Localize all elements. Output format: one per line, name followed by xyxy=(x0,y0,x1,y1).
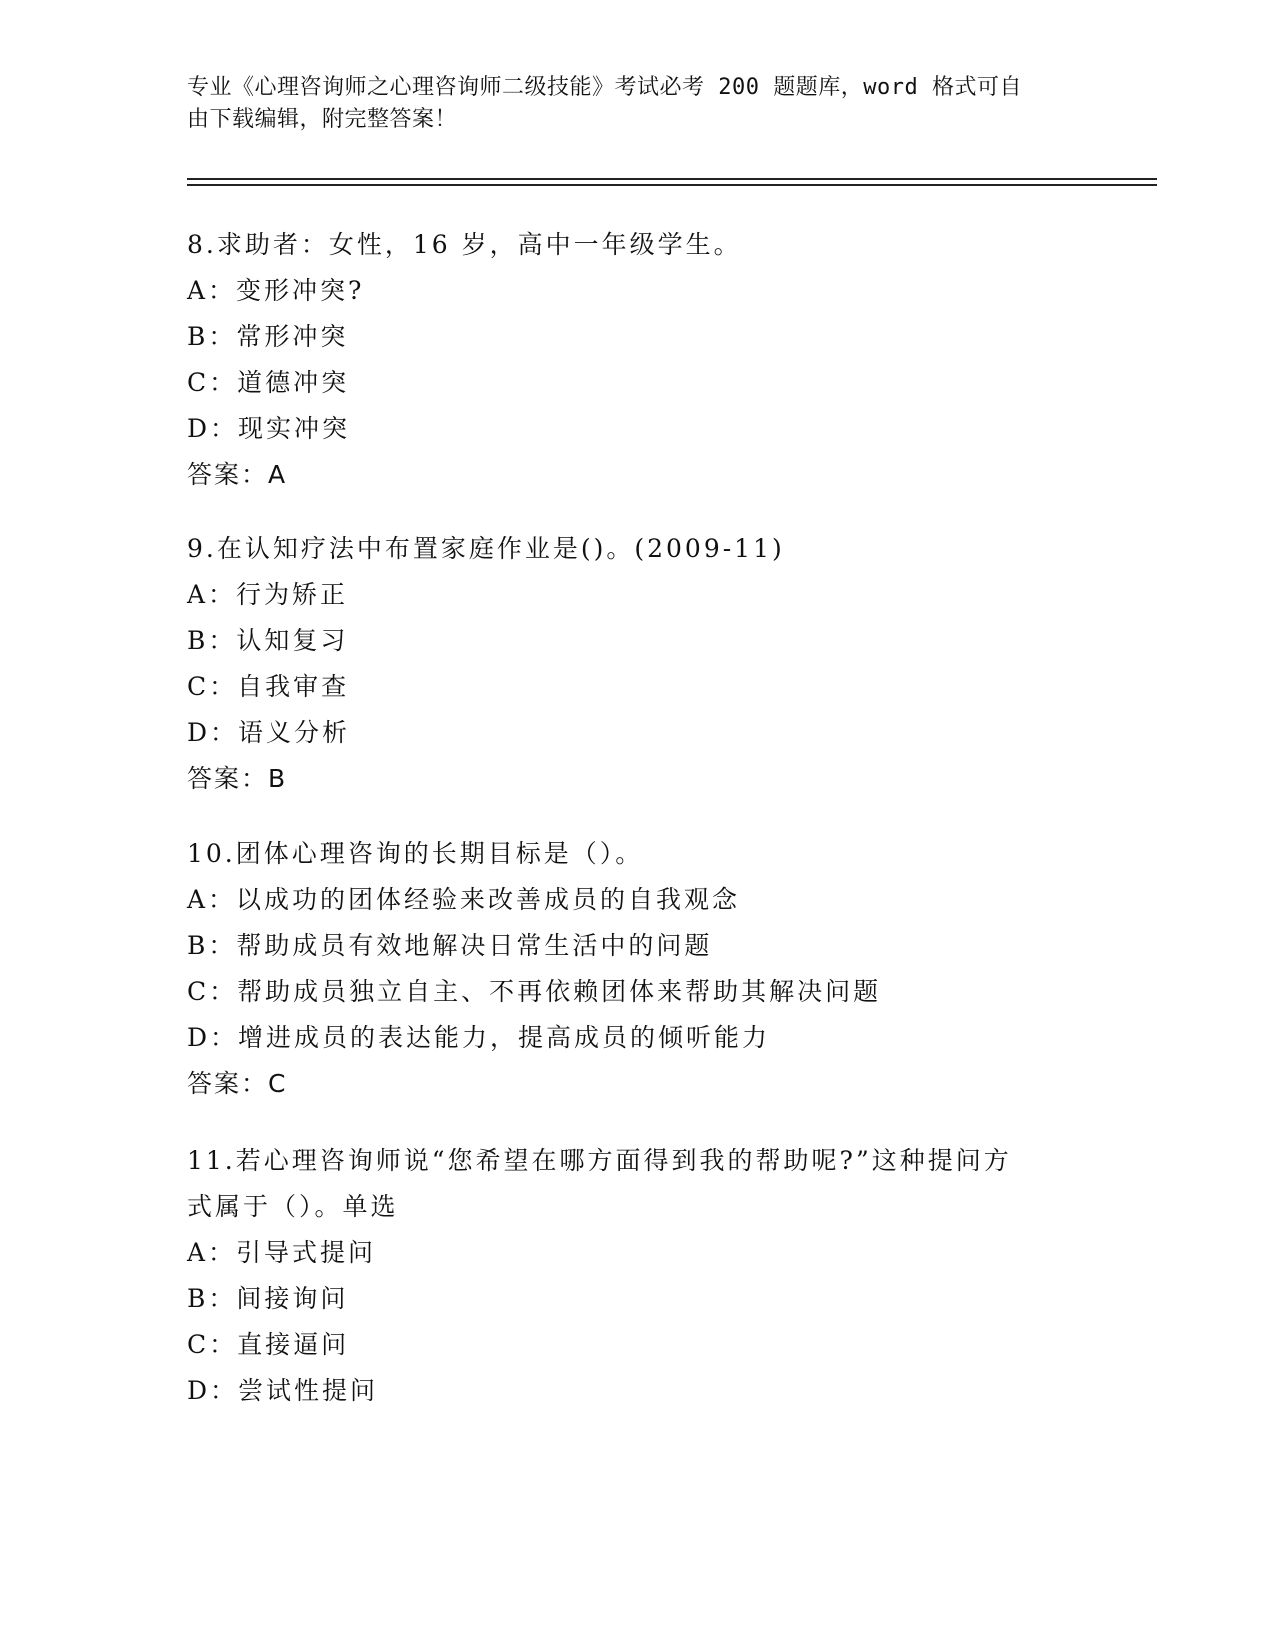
option-c: C：直接逼问 xyxy=(187,1330,350,1359)
option-a: A：变形冲突? xyxy=(187,276,365,305)
header-divider-top xyxy=(187,178,1157,180)
option-b: B：帮助成员有效地解决日常生活中的问题 xyxy=(187,931,713,960)
header-line-2: 由下载编辑，附完整答案！ xyxy=(187,107,458,132)
option-d: D：增进成员的表达能力，提高成员的倾听能力 xyxy=(187,1023,771,1052)
question-stem-line-1: 11.若心理咨询师说“您希望在哪方面得到我的帮助呢?”这种提问方 xyxy=(187,1146,1012,1175)
answer-label: 答案：A xyxy=(187,460,288,489)
document-header xyxy=(187,72,1067,136)
question-9 xyxy=(187,526,1067,802)
option-d: D：现实冲突 xyxy=(187,414,351,443)
option-c: C：自我审查 xyxy=(187,672,350,701)
option-b: B：认知复习 xyxy=(187,626,349,655)
answer-label: 答案：B xyxy=(187,764,288,793)
option-c: C：道德冲突 xyxy=(187,368,350,397)
question-stem: 8.求助者：女性，16 岁，高中一年级学生。 xyxy=(187,230,742,259)
question-8 xyxy=(187,222,1067,498)
question-stem: 9.在认知疗法中布置家庭作业是()。(2009-11) xyxy=(187,534,785,563)
answer-label: 答案：C xyxy=(187,1069,288,1098)
option-b: B：间接询问 xyxy=(187,1284,349,1313)
question-11 xyxy=(187,1138,1067,1414)
question-stem: 10.团体心理咨询的长期目标是（）。 xyxy=(187,839,644,868)
option-a: A：以成功的团体经验来改善成员的自我观念 xyxy=(187,885,741,914)
option-d: D：尝试性提问 xyxy=(187,1376,379,1405)
option-a: A：行为矫正 xyxy=(187,580,349,609)
option-d: D：语义分析 xyxy=(187,718,351,747)
question-10 xyxy=(187,831,1067,1107)
option-a: A：引导式提问 xyxy=(187,1238,377,1267)
header-divider-bottom xyxy=(187,184,1157,186)
option-b: B：常形冲突 xyxy=(187,322,349,351)
option-c: C：帮助成员独立自主、不再依赖团体来帮助其解决问题 xyxy=(187,977,882,1006)
question-stem-line-2: 式属于（）。单选 xyxy=(187,1192,399,1221)
header-line-1: 专业《心理咨询师之心理咨询师二级技能》考试必考 200 题题库，word 格式可自 xyxy=(187,75,1022,100)
